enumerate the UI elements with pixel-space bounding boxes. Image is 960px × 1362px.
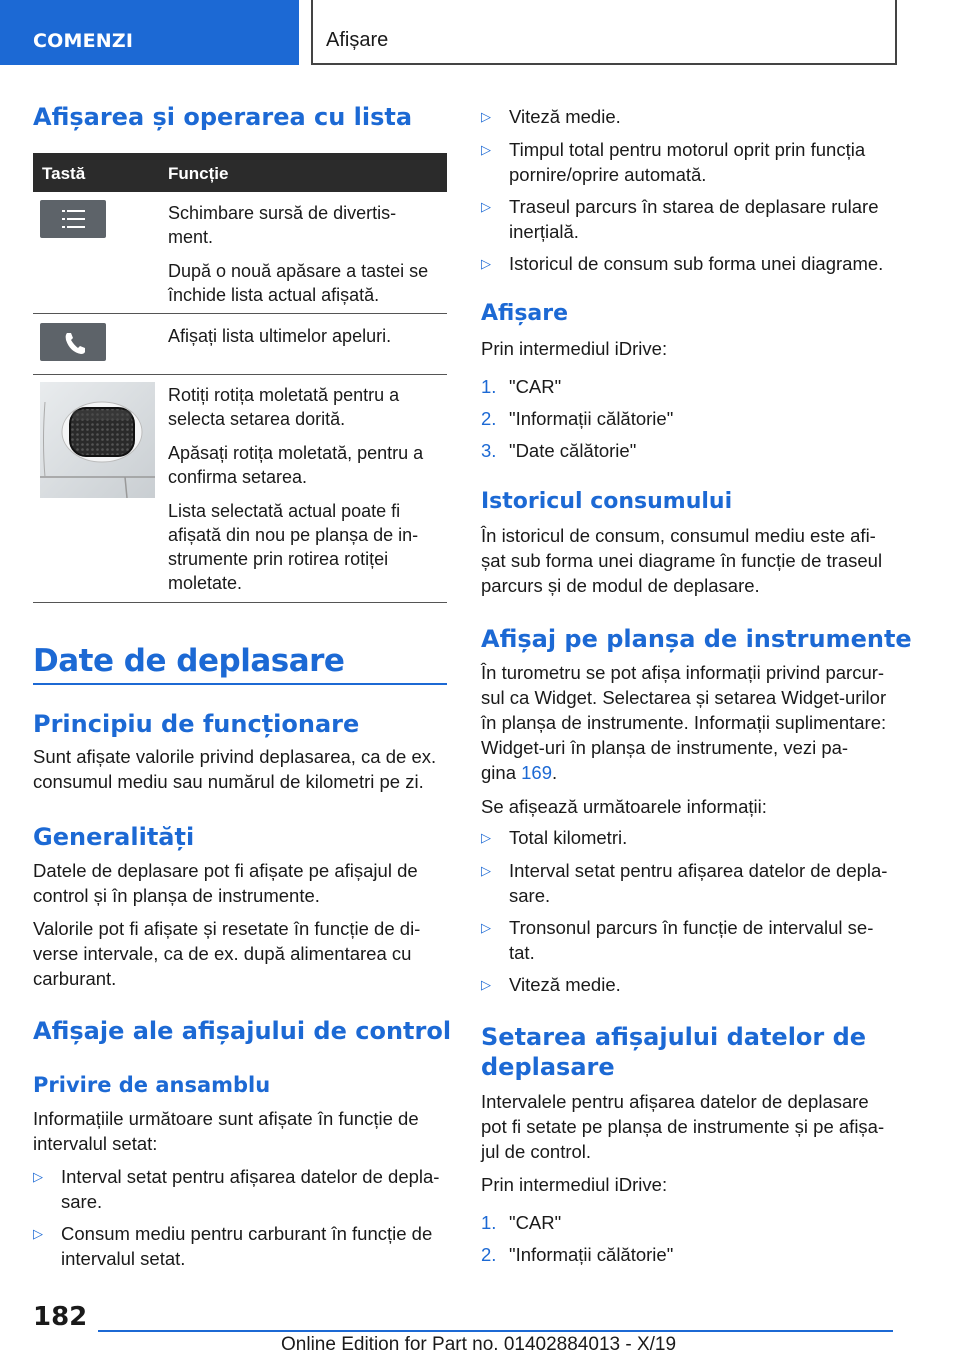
general-heading: Generalități xyxy=(33,823,195,851)
text-line: carburant. xyxy=(33,968,117,989)
text-line: Widget-uri în planșa de instrumente, vezi pa- xyxy=(481,737,849,758)
text-line: intervalul setat: xyxy=(33,1133,158,1154)
phone-icon xyxy=(40,323,106,361)
text-line: Datele de deplasare pot fi afișate pe afișajul de xyxy=(33,860,418,881)
row1-line: ment. xyxy=(168,227,214,247)
cluster-heading: Afișaj pe planșa de instrumente xyxy=(481,625,912,653)
chapter-tab xyxy=(311,0,897,65)
text-line: gina xyxy=(481,762,522,783)
row3-text-a xyxy=(168,383,443,431)
step-text: "CAR" xyxy=(509,1212,562,1233)
page-number: 182 xyxy=(33,1302,88,1332)
step-number: 2. xyxy=(481,1244,497,1265)
text-line: șat sub forma unei diagrame în funcție de traseul xyxy=(481,550,883,571)
list-item-text: Interval setat pentru afișarea datelor de depla- sare. xyxy=(61,1166,440,1212)
step-item xyxy=(481,438,901,463)
text-line: Informațiile următoare sunt afișate în funcție de xyxy=(33,1108,419,1129)
row3-line: Apăsați rotița moletată, pentru a xyxy=(168,443,424,463)
triangle-bullet-icon: ▷ xyxy=(481,199,491,214)
triangle-bullet-icon: ▷ xyxy=(481,863,491,878)
step-item xyxy=(481,406,901,431)
list-item-text: Total kilometri. xyxy=(509,827,628,848)
step-item xyxy=(481,1210,901,1235)
list-item xyxy=(481,251,901,276)
list-item xyxy=(481,104,901,129)
list-icon xyxy=(40,200,106,238)
list-item xyxy=(33,1164,447,1214)
list-item-text: Consum mediu pentru carburant în funcție de intervalul setat. xyxy=(61,1223,433,1269)
history-heading: Istoricul consumului xyxy=(481,489,733,514)
list-item xyxy=(481,137,901,187)
row3-line: Rotiți rotița moletată pentru a xyxy=(168,385,400,405)
row3-line: confirma setarea. xyxy=(168,467,308,487)
row1-line: După o nouă apăsare a tastei se xyxy=(168,261,429,281)
table-row-divider xyxy=(33,313,447,314)
step-text: "CAR" xyxy=(509,376,562,397)
list-item-text: Viteză medie. xyxy=(509,106,621,127)
text-line: În turometru se pot afișa informații privind parcur- xyxy=(481,662,885,683)
section-tab xyxy=(0,0,299,65)
principle-text xyxy=(33,744,436,794)
row1-line: închide lista actual afișată. xyxy=(168,285,380,305)
row3-line: selecta setarea dorită. xyxy=(168,409,346,429)
text-line: . xyxy=(552,762,558,783)
list-item-text: Istoricul de consum sub forma unei diagrame. xyxy=(509,253,884,274)
triangle-bullet-icon: ▷ xyxy=(481,920,491,935)
knurled-wheel-photo xyxy=(40,382,155,498)
triangle-bullet-icon: ▷ xyxy=(33,1226,43,1241)
text-line: consumul mediu sau numărul de kilometri pe zi. xyxy=(33,771,424,792)
row1-text-a xyxy=(168,201,443,249)
title-rule xyxy=(33,683,447,685)
col-function-header: Funcție xyxy=(168,164,229,183)
row1-line: Schimbare sursă de divertis- xyxy=(168,203,397,223)
overview-heading: Privire de ansamblu xyxy=(33,1073,271,1097)
cluster-text xyxy=(481,660,886,785)
overview-intro xyxy=(33,1106,419,1156)
triangle-bullet-icon: ▷ xyxy=(481,830,491,845)
principle-heading: Principiu de funcționare xyxy=(33,710,360,738)
table-row-divider xyxy=(33,374,447,375)
general-text-1 xyxy=(33,858,418,908)
list-heading: Afișarea și operarea cu lista xyxy=(33,103,413,131)
history-text xyxy=(481,523,882,598)
text-line: verse intervale, ca de ex. după alimentarea cu xyxy=(33,943,412,964)
text-line: În istoricul de consum, consumul mediu este afi- xyxy=(481,525,876,546)
row3-line: strumente prin rotirea rotiței xyxy=(168,549,389,569)
row3-line: afișată din nou pe planșa de in- xyxy=(168,525,419,545)
row1-text-b xyxy=(168,259,443,307)
display-intro: Prin intermediul iDrive: xyxy=(481,338,668,359)
text-line: jul de control. xyxy=(481,1141,592,1162)
text-line: Sunt afișate valorile privind deplasarea, ca de ex. xyxy=(33,746,437,767)
step-text: "Informații călătorie" xyxy=(509,408,674,429)
step-number: 2. xyxy=(481,408,497,429)
footer-rule xyxy=(98,1330,893,1332)
table-row-divider xyxy=(33,602,447,603)
list-item xyxy=(481,194,901,244)
row3-line: moletate. xyxy=(168,573,243,593)
page-ref-link[interactable]: 169 xyxy=(521,762,552,783)
text-line: sul ca Widget. Selectarea și setarea Widget-urilor xyxy=(481,687,887,708)
chapter-label: Afișare xyxy=(326,29,389,51)
row3-text-c xyxy=(168,499,443,595)
triangle-bullet-icon: ▷ xyxy=(33,1169,43,1184)
list-item xyxy=(481,858,901,908)
list-item-text: Tronsonul parcurs în funcție de intervalul se- tat. xyxy=(509,917,874,963)
row2-text: Afișați lista ultimelor apeluri. xyxy=(168,326,392,346)
control-display-heading: Afișaje ale afișajului de control xyxy=(33,1017,452,1045)
settings-intro: Prin intermediul iDrive: xyxy=(481,1174,668,1195)
step-number: 1. xyxy=(481,1212,497,1233)
list-item xyxy=(481,972,901,997)
list-item-text: Timpul total pentru motorul oprit prin funcția pornire/oprire automată. xyxy=(509,139,866,185)
settings-text xyxy=(481,1089,884,1164)
text-line: Valorile pot fi afișate și resetate în funcție de di- xyxy=(33,918,421,939)
edition-note: Online Edition for Part no. 01402884013 - X/19 xyxy=(281,1334,677,1355)
triangle-bullet-icon: ▷ xyxy=(481,109,491,124)
triangle-bullet-icon: ▷ xyxy=(481,142,491,157)
list-item xyxy=(33,1221,447,1271)
step-item xyxy=(481,1242,901,1267)
list-item-text: Viteză medie. xyxy=(509,974,621,995)
page-title: Date de deplasare xyxy=(33,643,345,679)
row3-text-b xyxy=(168,441,443,489)
list-item-text: Traseul parcurs în starea de deplasare rulare inerțială. xyxy=(509,196,879,242)
list-item-text: Interval setat pentru afișarea datelor de depla- sare. xyxy=(509,860,888,906)
display-heading: Afișare xyxy=(481,301,569,326)
heading-line: Setarea afișajului datelor de xyxy=(481,1023,867,1051)
cluster-shows: Se afișează următoarele informații: xyxy=(481,796,767,817)
general-text-2 xyxy=(33,916,420,991)
list-item xyxy=(481,825,901,850)
text-line: Intervalele pentru afișarea datelor de deplasare xyxy=(481,1091,869,1112)
text-line: parcurs și de modul de deplasare. xyxy=(481,575,760,596)
step-number: 3. xyxy=(481,440,497,461)
triangle-bullet-icon: ▷ xyxy=(481,977,491,992)
text-line: pot fi setate pe planșa de instrumente și pe afișa- xyxy=(481,1116,885,1137)
text-line: control și în planșa de instrumente. xyxy=(33,885,320,906)
heading-line: deplasare xyxy=(481,1053,615,1081)
step-number: 1. xyxy=(481,376,497,397)
settings-heading xyxy=(481,1022,866,1082)
step-item xyxy=(481,374,901,399)
row3-line: Lista selectată actual poate fi xyxy=(168,501,401,521)
step-text: "Informații călătorie" xyxy=(509,1244,674,1265)
section-label: COMENZI xyxy=(33,30,134,52)
triangle-bullet-icon: ▷ xyxy=(481,256,491,271)
step-text: "Date călătorie" xyxy=(509,440,637,461)
col-key-header: Tastă xyxy=(42,164,86,183)
table-header xyxy=(33,153,447,192)
text-line: în planșa de instrumente. Informații suplimentare: xyxy=(481,712,887,733)
list-item xyxy=(481,915,901,965)
